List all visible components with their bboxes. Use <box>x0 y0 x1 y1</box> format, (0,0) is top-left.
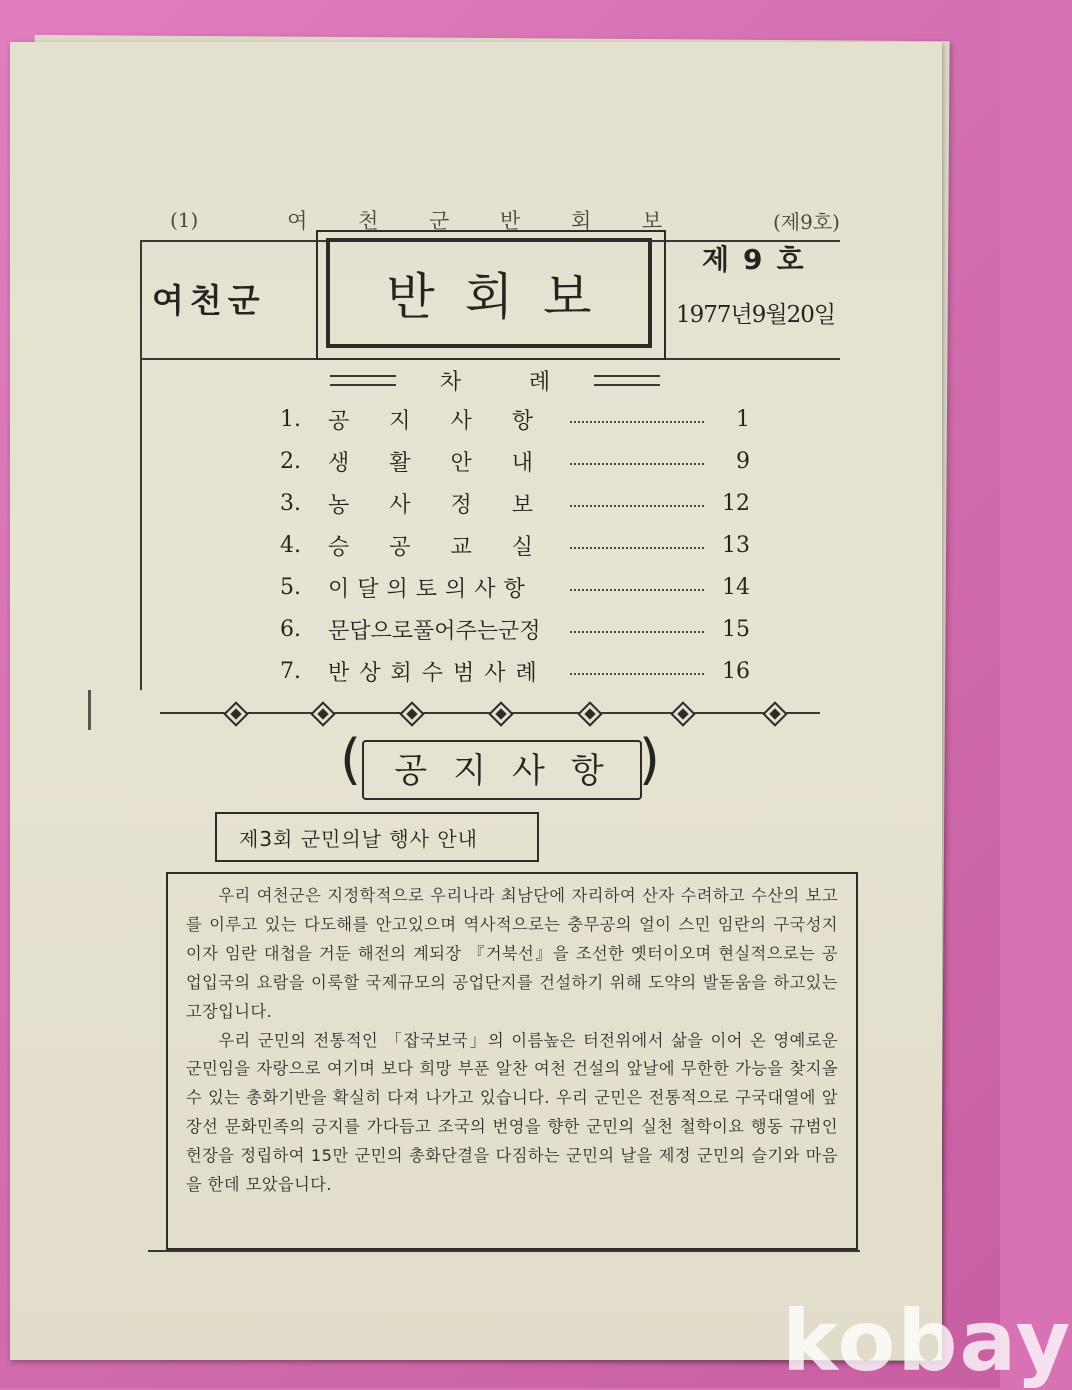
body-paragraph: 우리 여천군은 지정학적으로 우리나라 최남단에 자리하여 산자 수려하고 수산의 보고를 이루고 있는 다도해를 안고있으며 역사적으로는 충무공의 얼이 스민 임란의 구국성지이자 임란 대첩을 거둔 해전의 계되장 『거북선』을 조선한 옛터이오며 현실적으로는 공업입국의 요람을 이룩할 국제규모의 공업단지를 건설하기 위해 도약의 발돋움을 하고있는 고장입니다. <box>186 886 838 1021</box>
toc-heading-char-1: 차 <box>439 369 462 395</box>
toc-item <box>280 482 750 524</box>
toc-item-number: 3. <box>280 490 301 516</box>
header-title: 여 천 군 반 회 보 <box>287 209 685 233</box>
notice-body <box>166 872 858 1250</box>
toc-item-number: 7. <box>280 658 301 684</box>
toc-left-border <box>140 360 142 690</box>
staple-mark <box>88 690 91 730</box>
toc-item <box>280 608 750 650</box>
toc-item <box>280 650 750 692</box>
body-paragraph: 우리 군민의 전통적인 「잡국보국」의 이름높은 터전위에서 삶을 이어 온 영예로운 군민임을 자랑으로 여기며 보다 희망 부푼 알찬 여천 건설의 앞날에 무한한 가능을 찾지올수 있는 총화기반을 확실히 다져 나가고 있습니다. 우리 군민은 전통적으로 구국대열에 앞장선 문화민족의 긍지를 가다듬고 조국의 번영을 향한 군민의 실천 철학이요 행동 규범인 헌장을 정립하여 15만 군민의 총화단결을 다짐하는 군민의 날을 제정 군민의 슬기와 마음을 한데 모았읍니다. <box>186 1030 838 1195</box>
toc-item <box>280 566 750 608</box>
toc-leader-dots <box>570 463 704 465</box>
toc-item-label: 승공교실 <box>328 534 574 560</box>
publication-title: 반회보 <box>326 238 652 348</box>
toc-leader-dots <box>570 673 704 675</box>
toc-item-page: 12 <box>722 490 750 516</box>
toc-item <box>280 440 750 482</box>
toc-heading-char-2: 례 <box>528 369 551 395</box>
toc-item-page: 14 <box>722 574 750 600</box>
notice-title: 제3회 군민의날 행사 안내 <box>215 812 539 862</box>
toc-leader-dots <box>570 547 704 549</box>
section-title: 공지사항 <box>394 750 630 791</box>
region-name: 여천군 <box>152 281 266 320</box>
masthead-left-border <box>140 242 142 360</box>
kobay-watermark: kobay <box>782 1292 1072 1390</box>
toc-item-label: 문답으로풀어주는군정 <box>328 618 541 644</box>
left-bracket-icon: ( <box>340 728 362 791</box>
toc-item-label: 공지사항 <box>328 408 574 434</box>
toc-item-page: 1 <box>736 406 750 432</box>
toc-leader-dots <box>570 505 704 507</box>
toc-leader-dots <box>570 589 704 591</box>
toc-leader-dots <box>570 631 704 633</box>
toc-item <box>280 398 750 440</box>
bottom-rule <box>148 1250 860 1252</box>
toc-item-number: 2. <box>280 448 301 474</box>
toc-item-label: 생활안내 <box>328 450 574 476</box>
toc-item <box>280 524 750 566</box>
toc-item-label: 농사정보 <box>328 492 574 518</box>
toc-leader-dots <box>570 421 704 423</box>
right-bracket-icon: ) <box>638 728 660 791</box>
toc-heading <box>330 365 660 395</box>
toc-item-label: 반상회수범사례 <box>328 660 547 686</box>
toc-item-page: 16 <box>722 658 750 684</box>
toc-item-number: 5. <box>280 574 301 600</box>
toc-item-number: 6. <box>280 616 301 642</box>
toc-item-number: 4. <box>280 532 301 558</box>
page-number: (1) <box>170 208 199 232</box>
header-issue: (제9호) <box>773 209 840 234</box>
toc-item-page: 15 <box>722 616 750 642</box>
toc-item-page: 13 <box>722 532 750 558</box>
toc-heading-rule-right <box>594 375 660 386</box>
toc-item-page: 9 <box>736 448 750 474</box>
section-banner <box>340 728 660 802</box>
issue-date: 1977년9월20일 <box>676 302 836 328</box>
issue-number: 제9호 <box>702 243 818 276</box>
toc-item-label: 이달의토의사항 <box>328 576 533 602</box>
toc-heading-rule-left <box>330 375 396 386</box>
toc-list <box>280 398 750 692</box>
toc-item-number: 1. <box>280 406 301 432</box>
